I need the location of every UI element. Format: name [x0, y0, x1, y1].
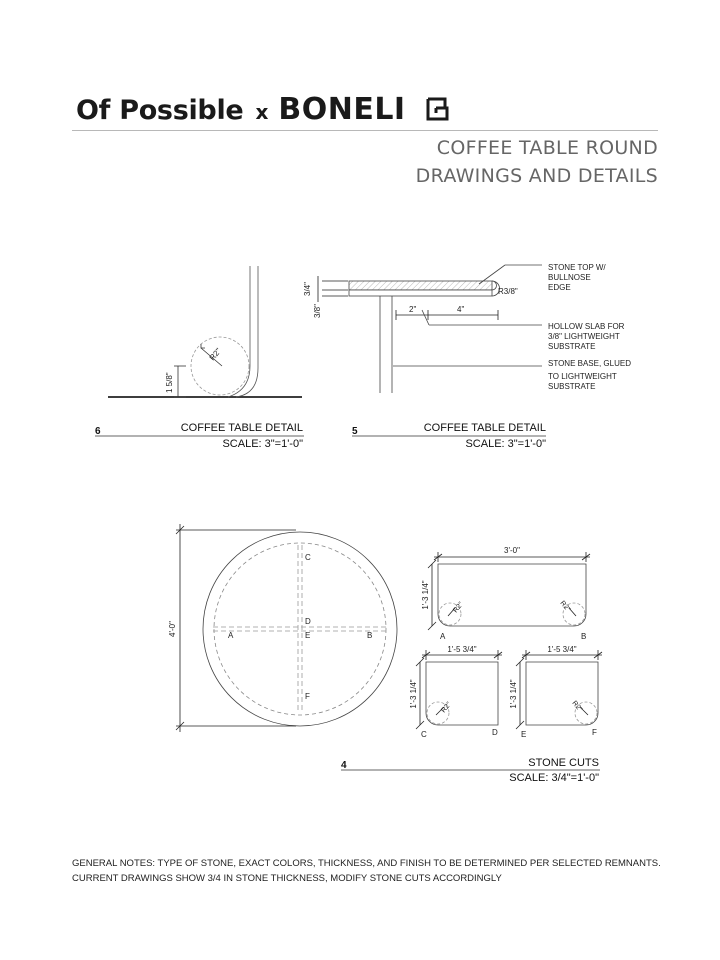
cut2-corner-d: D — [492, 728, 498, 737]
cut1-corner-a: A — [440, 632, 446, 641]
cut3-corner-e: E — [521, 730, 527, 739]
plan-point-b: B — [367, 631, 373, 640]
stone-cut-2 — [416, 650, 502, 729]
plan-point-c: C — [305, 553, 311, 562]
detail-5-number: 5 — [352, 426, 358, 437]
detail-4-number: 4 — [341, 760, 347, 771]
brand-separator: x — [255, 100, 269, 124]
detail-4-title: STONE CUTS — [528, 757, 599, 769]
detail-6-number: 6 — [95, 426, 101, 437]
plan-diameter: 4'-0" — [168, 621, 177, 637]
callout-text: STONE TOP W/ — [548, 263, 606, 272]
d5-callout-stone-base — [548, 359, 631, 391]
callout-text: TO LIGHTWEIGHT — [548, 372, 617, 381]
callout-text: BULLNOSE — [548, 273, 591, 282]
callout-text: STONE BASE, GLUED — [548, 359, 631, 368]
plan-point-e: E — [305, 631, 311, 640]
general-notes — [72, 856, 661, 886]
cut3-corner-f: F — [592, 728, 597, 737]
detail-5-title: COFFEE TABLE DETAIL — [423, 422, 546, 434]
d5-sub-thickness: 3/8" — [313, 304, 322, 318]
d6-height-label: 1 5/8" — [165, 372, 174, 393]
cut3-radius: R2" — [570, 699, 584, 714]
cut1-radius-right: R2" — [558, 599, 572, 614]
table-outline — [203, 532, 397, 726]
cut1-radius-left: R2" — [452, 601, 465, 615]
general-notes-line1: GENERAL NOTES: TYPE OF STONE, EXACT COLORS, THICKNESS, AND FINISH TO BE DETERMINED PER SELECTED REMNANTS. — [72, 858, 661, 869]
plan-point-f: F — [305, 692, 310, 701]
d5-top-thickness: 3/4" — [303, 282, 312, 296]
stone-cut-1 — [428, 552, 590, 630]
radius-circle — [191, 337, 249, 395]
callout-text: SUBSTRATE — [548, 342, 596, 351]
brand-boneli: BONELI — [278, 92, 406, 127]
plan-point-a: A — [228, 631, 234, 640]
d5-callout-stone-top — [548, 263, 606, 292]
detail-5-drawing — [318, 265, 542, 393]
d5-edge-radius: R3/8" — [498, 287, 518, 296]
callout-text: EDGE — [548, 283, 571, 292]
cut2-height: 1'-3 1/4" — [409, 679, 418, 709]
detail-4-plan — [176, 524, 397, 732]
cut1-corner-b: B — [581, 632, 587, 641]
d5-callout-hollow-slab — [548, 322, 625, 351]
callout-text: SUBSTRATE — [548, 382, 596, 391]
substrate-outline — [214, 543, 386, 715]
detail-6-drawing — [108, 266, 302, 397]
sheet-title-line2: DRAWINGS AND DETAILS — [415, 165, 658, 187]
callout-text: 3/8" LIGHTWEIGHT — [548, 332, 620, 341]
plan-point-d: D — [305, 617, 311, 626]
sheet-title-line1: COFFEE TABLE ROUND — [436, 137, 658, 159]
callout-text: HOLLOW SLAB FOR — [548, 322, 625, 331]
detail-4-scale: SCALE: 3/4"=1'-0" — [509, 772, 599, 784]
cut2-corner-c: C — [421, 730, 427, 739]
d5-offset-2: 2" — [409, 305, 417, 314]
cut2-width: 1'-5 3/4" — [447, 645, 477, 654]
cut3-height: 1'-3 1/4" — [509, 679, 518, 709]
stone-cut-3 — [516, 650, 602, 729]
detail-6-scale: SCALE: 3"=1'-0" — [222, 438, 303, 450]
detail-6-title: COFFEE TABLE DETAIL — [180, 422, 303, 434]
brand-of-possible: Of Possible — [76, 95, 244, 126]
d6-radius-label: R2" — [207, 346, 223, 363]
d5-offset-4: 4" — [457, 305, 465, 314]
general-notes-line2: CURRENT DRAWINGS SHOW 3/4 IN STONE THICKNESS, MODIFY STONE CUTS ACCORDINGLY — [72, 873, 502, 884]
detail-5-scale: SCALE: 3"=1'-0" — [465, 438, 546, 450]
cut1-height: 1'-3 1/4" — [421, 580, 430, 610]
cut1-width: 3'-0" — [504, 546, 520, 555]
cut2-radius: R2" — [440, 701, 453, 715]
cut3-width: 1'-5 3/4" — [547, 645, 577, 654]
